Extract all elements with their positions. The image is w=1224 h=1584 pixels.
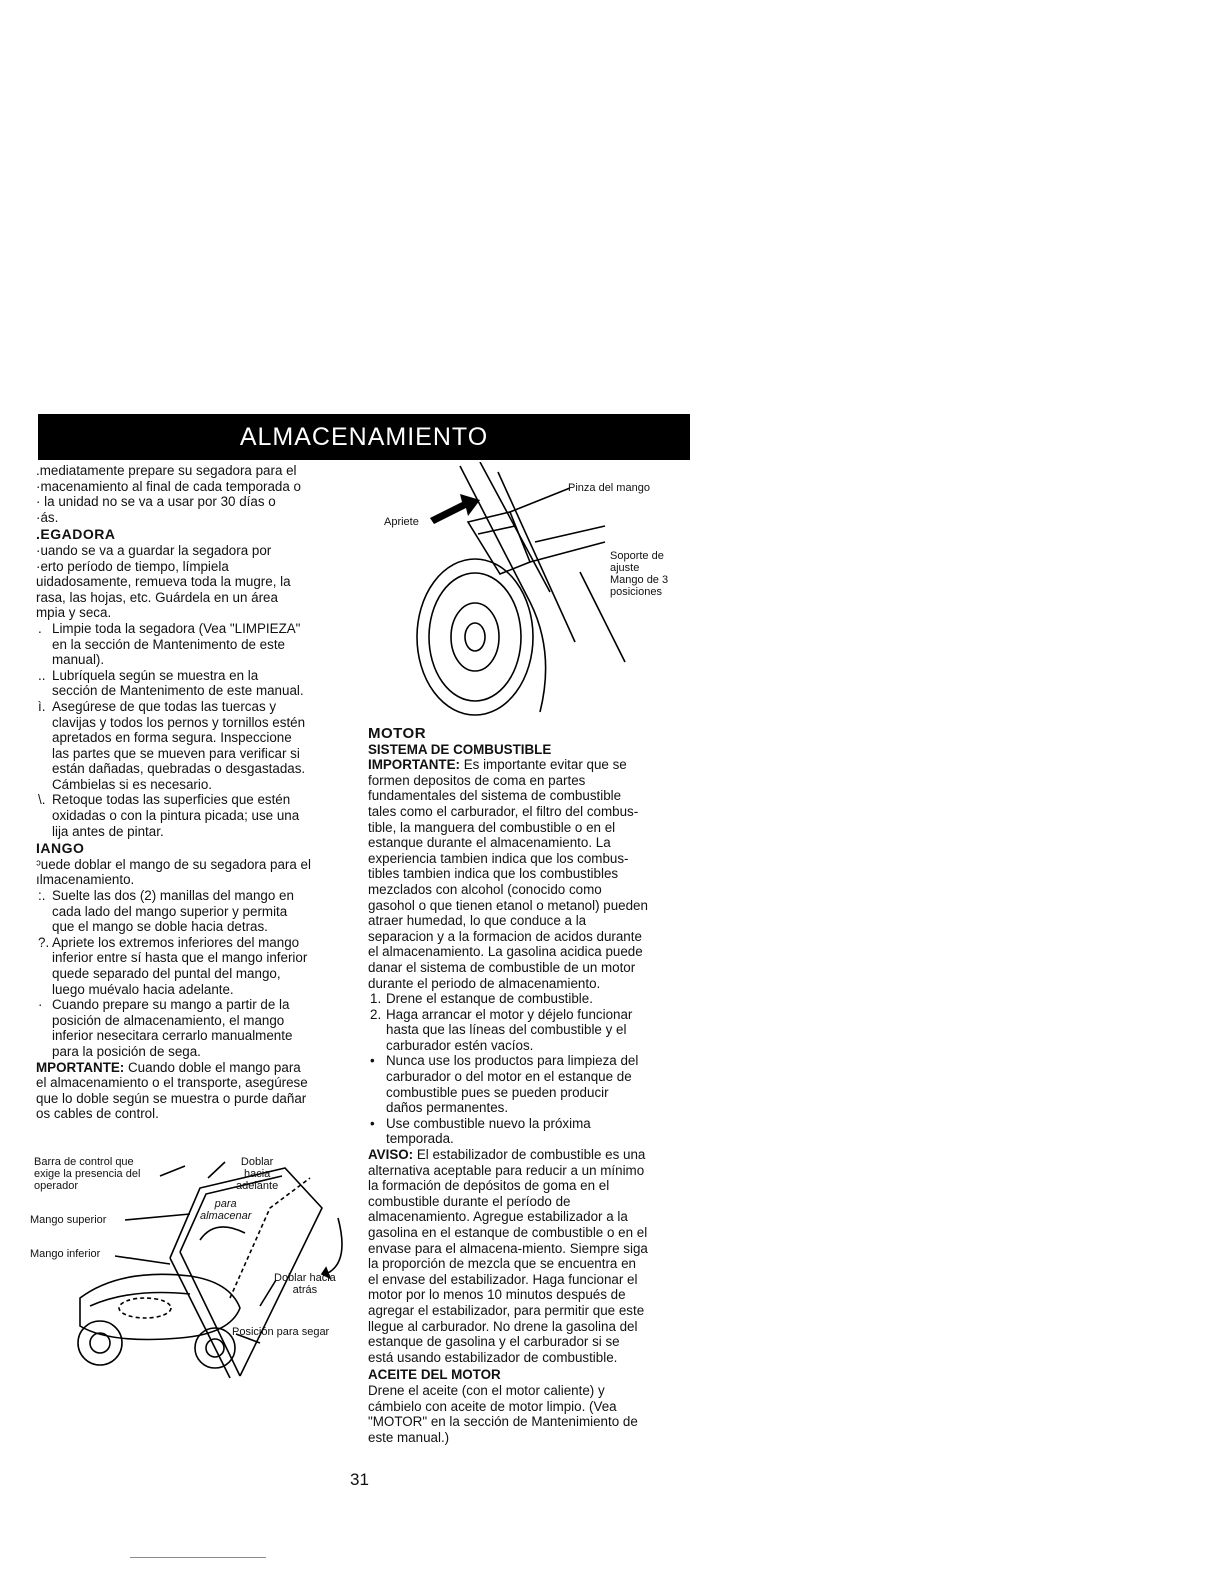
- list-item: · Cuando prepare su mango a partir de la posición de almacenamiento, el mango inferior nesecitara cerrarlo manualmente para la posición de sega.: [38, 997, 293, 1059]
- label-fold-forward: Doblar hacia adelante: [236, 1156, 279, 1192]
- label-adjust-bracket: Soporte de ajuste Mango de 3 posiciones: [610, 550, 669, 598]
- intro-paragraph: .mediatamente prepare su segadora para el ·macenamiento al final de cada temporada o · la unidad no se va a usar por 30 días o ·ás.: [36, 463, 301, 525]
- list-item: • Use combustible nuevo la próxima temporada.: [370, 1115, 591, 1147]
- motor-heading: MOTOR: [368, 725, 427, 742]
- footer-rule: [130, 1557, 266, 1558]
- aviso-note: [368, 1147, 698, 1365]
- label-upper-handle: Mango superior: [30, 1214, 107, 1226]
- label-handle-clip: Pinza del mango: [568, 482, 650, 494]
- page-number: 31: [350, 1470, 369, 1489]
- label-fold-back: Doblar hacia atrás: [274, 1272, 336, 1296]
- list-item: . Limpie toda la segadora (Vea "LIMPIEZA" en la sección de Mantenimento de este manual).: [38, 620, 301, 668]
- height-adjuster-illustration: [380, 462, 690, 720]
- label-for-storage: para almacenar: [200, 1198, 252, 1222]
- important-label: MPORTANTE:: [36, 1059, 125, 1075]
- list-item: \. Retoque todas las superficies que estén oxidadas o con la pintura picada; use una lija antes de pintar.: [38, 792, 300, 839]
- handle-fold-illustration: [30, 1148, 360, 1388]
- aviso-text: El estabilizador de combustible es una alternativa aceptable para reducir a un mínimo la formación de depósitos de goma en el combustible durante el período de almacenamiento. Agregue estabilizador a la gasolina en el estanque de combustible o en el envase para el almacena-miento. Siempre siga la proporción de mezcla que se encuentra en el envase del estabilizador. Haga funcionar el motor por lo menos 10 minutos después de agregar el estabilizador, para permitir que este llegue al carburador. No drene la gasolina del estanque de gasolina y el carburador si se está usando estabilizador de combustible.: [368, 1147, 648, 1365]
- fuel-list: [368, 991, 698, 1147]
- fuel-important-note: [368, 757, 698, 991]
- label-squeeze: Apriete: [384, 516, 419, 528]
- list-item: 1. Drene el estanque de combustible.: [370, 991, 593, 1007]
- fuel-system-heading: SISTEMA DE COMBUSTIBLE: [368, 741, 552, 757]
- important-label: IMPORTANTE:: [368, 757, 460, 773]
- list-item: .. Lubríquela según se muestra en la sección de Mantenimento de este manual.: [38, 667, 304, 699]
- important-note: [36, 1060, 354, 1122]
- segadora-list: [36, 621, 354, 839]
- mango-paragraph: ᵓuede doblar el mango de su segadora para el ılmacenamiento.: [36, 856, 311, 888]
- important-text: Es importante evitar que se formen depositos de coma en partes fundamentales del sistema de combustible tales como el carburador, el filtro del combus- tible, la manguera del combustible o en el estanque durante el almacenamiento. La experiencia tambien indica que los combus- tibles tambien indica que los combustibles mezclados con alcohol (conocido como gasohol o que tienen etanol o metanol) pueden atraer humedad, lo que conduce a la separacion y a la formacion de acidos durante el almacenamiento. La gasolina acidica puede danar el sistema de combustible de un motor durante el periodo de almacenamiento.: [368, 757, 648, 991]
- list-item: 2. Haga arrancar el motor y déjelo funcionar hasta que las líneas del combustible y el carburador estén vacíos.: [370, 1006, 633, 1053]
- list-item: :. Suelte las dos (2) manillas del mango en cada lado del mango superior y permita que el mango se doble hacia detras.: [38, 888, 294, 935]
- mango-heading: IANGO: [36, 840, 85, 857]
- segadora-heading: .EGADORA: [36, 526, 116, 543]
- aviso-label: AVISO:: [368, 1147, 414, 1163]
- section-banner: [38, 414, 690, 460]
- list-item: • Nunca use los productos para limpieza del carburador o del motor en el estanque de combustible pues se pueden producir daños permanentes.: [370, 1053, 639, 1116]
- oil-heading: ACEITE DEL MOTOR: [368, 1367, 501, 1383]
- label-control-bar: Barra de control que exige la presencia del operador: [34, 1156, 141, 1192]
- label-mowing-position: Posición para segar: [232, 1326, 330, 1338]
- important-text: Cuando doble el mango para el almacenamiento o el transporte, asegúrese que lo doble según se muestra o purde dañar os cables de control.: [36, 1059, 308, 1122]
- list-item: ì. Asegúrese de que todas las tuercas y clavijas y todos los pernos y tornillos estén apretados en forma segura. Inspeccione las partes que se mueven para verificar si están dañadas, quebradas o desgastadas. Cámbielas si es necesario.: [38, 698, 306, 792]
- mango-list: [36, 888, 354, 1060]
- left-column: [36, 463, 354, 1122]
- list-item: ?. Apriete los extremos inferiores del mango inferior entre sí hasta que el mango inferior quede separado del puntal del mango, luego muévalo hacia adelante.: [38, 934, 308, 997]
- oil-paragraph: Drene el aceite (con el motor caliente) y cámbielo con aceite de motor limpio. (Vea "MOTOR" en la sección de Mantenimiento de este manual.): [368, 1382, 638, 1445]
- label-lower-handle: Mango inferior: [30, 1248, 101, 1260]
- segadora-paragraph: ·uando se va a guardar la segadora por ·erto período de tiempo, límpiela uidadosamente, remueva toda la mugre, la rasa, las hojas, etc. Guárdela en un área mpia y seca.: [36, 542, 291, 621]
- right-column: [368, 724, 698, 1445]
- section-title: ALMACENAMIENTO: [239, 423, 489, 451]
